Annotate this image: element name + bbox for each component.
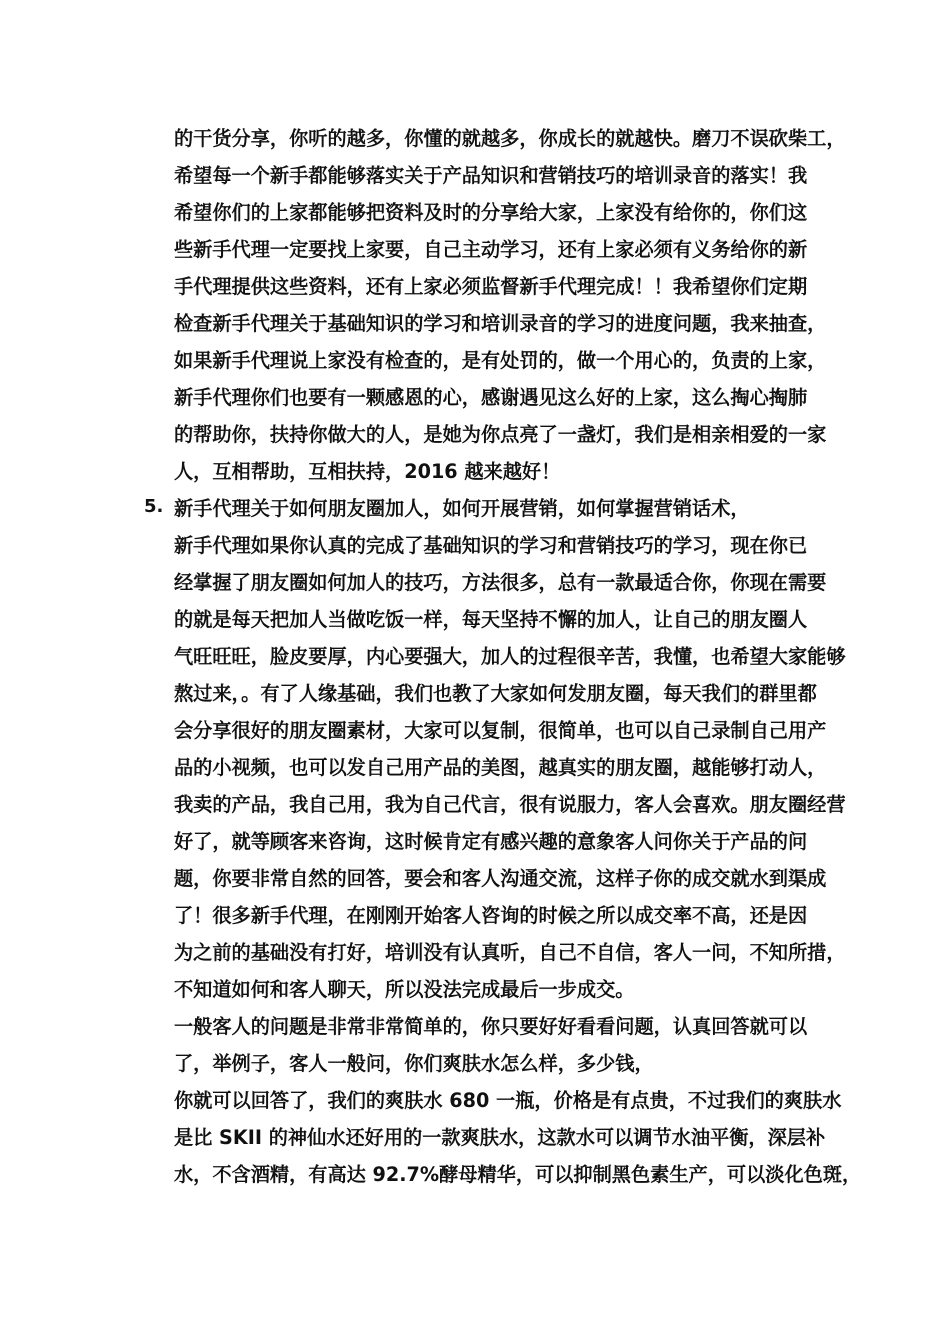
text-line: 些新手代理一定要找上家要，自己主动学习，还有上家必须有义务给你的新 <box>174 238 808 261</box>
text-line: 希望你们的上家都能够把资料及时的分享给大家，上家没有给你的，你们这 <box>174 201 808 224</box>
text-line: 熬过来，。有了人缘基础，我们也教了大家如何发朋友圈，每天我们的群里都 <box>174 682 817 705</box>
text-line: 经掌握了朋友圈如何加人的技巧，方法很多，总有一款最适合你，你现在需要 <box>174 571 827 594</box>
text-line: 不知道如何和客人聊天，所以没法完成最后一步成交。 <box>174 978 635 1001</box>
text-line: 好了，就等顾客来咨询，这时候肯定有感兴趣的意象客人问你关于产品的问 <box>174 830 808 853</box>
text-line: 水，不含酒精，有高达 92.7%酵母精华，可以抑制黑色素生产，可以淡化色斑， <box>174 1163 862 1186</box>
text-line: 的帮助你，扶持你做大的人，是她为你点亮了一盏灯，我们是相亲相爱的一家 <box>174 423 827 446</box>
text-line: 了！很多新手代理，在刚刚开始客人咨询的时候之所以成交率不高，还是因 <box>174 904 808 927</box>
text-line: 一般客人的问题是非常非常简单的，你只要好好看看问题，认真回答就可以 <box>174 1015 808 1038</box>
text-line: 如果新手代理说上家没有检查的，是有处罚的，做一个用心的，负责的上家， <box>174 349 827 372</box>
text-line: 会分享很好的朋友圈素材，大家可以复制，很简单，也可以自己录制自己用产 <box>174 719 827 742</box>
text-line: 了，举例子，客人一般问，你们爽肤水怎么样，多少钱， <box>174 1052 654 1075</box>
list-number: 5. <box>144 496 164 517</box>
text-line: 检查新手代理关于基础知识的学习和培训录音的学习的进度问题，我来抽查， <box>174 312 827 335</box>
text-line: 的就是每天把加人当做吃饭一样，每天坚持不懈的加人，让自己的朋友圈人 <box>174 608 808 631</box>
text-line: 的干货分享，你听的越多，你懂的就越多，你成长的就越快。磨刀不误砍柴工， <box>174 127 846 150</box>
text-line: 你就可以回答了，我们的爽肤水 680 一瓶，价格是有点贵，不过我们的爽肤水 <box>174 1089 842 1112</box>
text-line: 人，互相帮助，互相扶持，2016 越来越好！ <box>174 460 561 483</box>
list-item-heading: 新手代理关于如何朋友圈加人，如何开展营销，如何掌握营销话术， <box>174 497 750 520</box>
text-line: 手代理提供这些资料，还有上家必须监督新手代理完成！！我希望你们定期 <box>174 275 808 298</box>
text-line: 是比 SKII 的神仙水还好用的一款爽肤水，这款水可以调节水油平衡，深层补 <box>174 1126 826 1149</box>
text-line: 希望每一个新手都能够落实关于产品知识和营销技巧的培训录音的落实！我 <box>174 164 808 187</box>
text-line: 气旺旺旺，脸皮要厚，内心要强大，加人的过程很辛苦，我懂，也希望大家能够 <box>174 645 846 668</box>
text-line: 为之前的基础没有打好，培训没有认真听，自己不自信，客人一问，不知所措， <box>174 941 846 964</box>
text-line: 新手代理你们也要有一颗感恩的心，感谢遇见这么好的上家，这么掏心掏肺 <box>174 386 808 409</box>
text-line: 品的小视频，也可以发自己用产品的美图，越真实的朋友圈，越能够打动人， <box>174 756 827 779</box>
text-line: 新手代理如果你认真的完成了基础知识的学习和营销技巧的学习，现在你已 <box>174 534 808 557</box>
text-line: 题，你要非常自然的回答，要会和客人沟通交流，这样子你的成交就水到渠成 <box>174 867 827 890</box>
text-line: 我卖的产品，我自己用，我为自己代言，很有说服力，客人会喜欢。朋友圈经营 <box>174 793 846 816</box>
